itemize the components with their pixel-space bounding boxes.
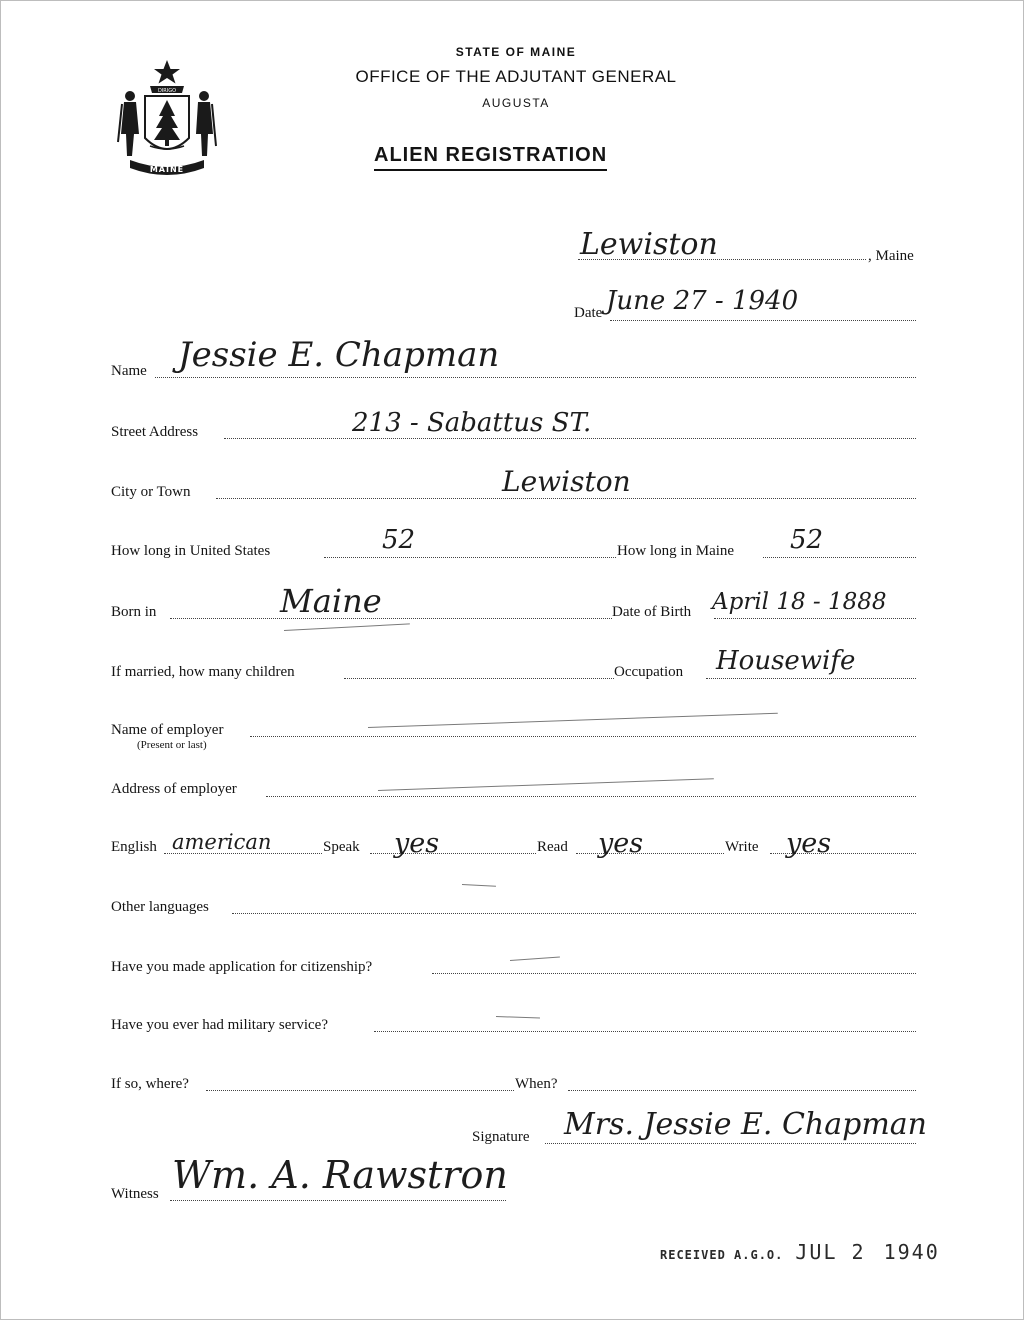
witness-label: Witness <box>111 1186 159 1202</box>
english-value: american <box>172 830 272 854</box>
when-label: When? <box>515 1076 558 1092</box>
header-office: OFFICE OF THE ADJUTANT GENERAL <box>355 67 677 86</box>
english-stray-dash <box>462 884 496 887</box>
married-children-line <box>344 678 614 679</box>
date-of-birth-value: April 18 - 1888 <box>712 589 887 615</box>
military-label: Have you ever had military service? <box>111 1017 328 1033</box>
date-of-birth-label: Date of Birth <box>612 604 692 620</box>
military-dash <box>496 1016 540 1019</box>
witness-line <box>170 1200 506 1201</box>
how-long-us-label: How long in United States <box>111 543 271 559</box>
born-in-label: Born in <box>111 604 157 620</box>
street-address-line <box>224 438 916 439</box>
how-long-us-line <box>324 557 616 558</box>
svg-text:DIRIGO: DIRIGO <box>157 88 177 94</box>
witness-value: Wm. A. Rawstron <box>172 1153 508 1197</box>
other-languages-line <box>232 913 916 914</box>
how-long-maine-label: How long in Maine <box>617 543 735 559</box>
date-value: June 27 - 1940 <box>606 286 799 316</box>
date-of-birth-line <box>714 618 916 619</box>
born-in-line <box>170 618 612 619</box>
speak-value: yes <box>394 828 440 859</box>
name-of-employer-dash <box>368 713 778 728</box>
occupation-label: Occupation <box>614 664 684 680</box>
if-so-where-label: If so, where? <box>111 1076 189 1092</box>
name-of-employer-label: Name of employer <box>111 722 224 738</box>
write-value: yes <box>786 828 832 859</box>
when-line <box>568 1090 916 1091</box>
how-long-maine-value: 52 <box>790 525 824 555</box>
stamp-year: 1940 <box>883 1240 940 1264</box>
signature-line <box>545 1143 916 1144</box>
how-long-us-value: 52 <box>382 525 416 555</box>
form-title: ALIEN REGISTRATION <box>374 144 607 171</box>
if-so-where-line <box>206 1090 514 1091</box>
read-value: yes <box>598 828 644 859</box>
date-line <box>610 320 916 321</box>
city-or-town-label: City or Town <box>111 484 191 500</box>
header-city: AUGUSTA <box>482 96 550 110</box>
name-of-employer-line <box>250 736 916 737</box>
present-or-last-note: (Present or last) <box>137 739 207 751</box>
citizenship-label: Have you made application for citizenship? <box>111 959 373 975</box>
read-label: Read <box>537 839 568 855</box>
citizenship-line <box>432 973 916 974</box>
citizenship-dash <box>510 957 560 961</box>
date-label: Date <box>574 305 603 321</box>
name-line <box>155 377 916 378</box>
address-of-employer-dash <box>378 778 714 791</box>
stamp-received-text: RECEIVED A.G.O. <box>660 1248 784 1262</box>
how-long-maine-line <box>763 557 916 558</box>
svg-text:MAINE: MAINE <box>149 165 185 174</box>
city-or-town-line <box>216 498 916 499</box>
address-of-employer-label: Address of employer <box>111 781 237 797</box>
occupation-line <box>706 678 916 679</box>
maine-state-seal-icon <box>112 56 222 182</box>
city-or-town-value: Lewiston <box>502 465 631 498</box>
military-line <box>374 1031 916 1032</box>
occupation-value: Housewife <box>716 646 856 676</box>
address-of-employer-line <box>266 796 916 797</box>
speak-label: Speak <box>323 839 360 855</box>
other-languages-label: Other languages <box>111 899 209 915</box>
born-in-value: Maine <box>280 582 382 620</box>
name-value: Jessie E. Chapman <box>178 335 500 375</box>
received-stamp <box>660 1240 940 1264</box>
street-address-value: 213 - Sabattus ST. <box>352 408 592 438</box>
write-label: Write <box>725 839 759 855</box>
born-in-underline <box>284 623 410 631</box>
town-value: Lewiston <box>580 227 718 262</box>
name-label: Name <box>111 363 147 379</box>
signature-value: Mrs. Jessie E. Chapman <box>564 1107 927 1142</box>
street-address-label: Street Address <box>111 424 199 440</box>
signature-label: Signature <box>472 1129 530 1145</box>
married-children-label: If married, how many children <box>111 664 295 680</box>
maine-suffix-label: , Maine <box>868 248 914 264</box>
english-label: English <box>111 839 157 855</box>
stamp-month-day: JUL 2 <box>795 1240 866 1264</box>
header-state: STATE OF MAINE <box>455 45 577 59</box>
